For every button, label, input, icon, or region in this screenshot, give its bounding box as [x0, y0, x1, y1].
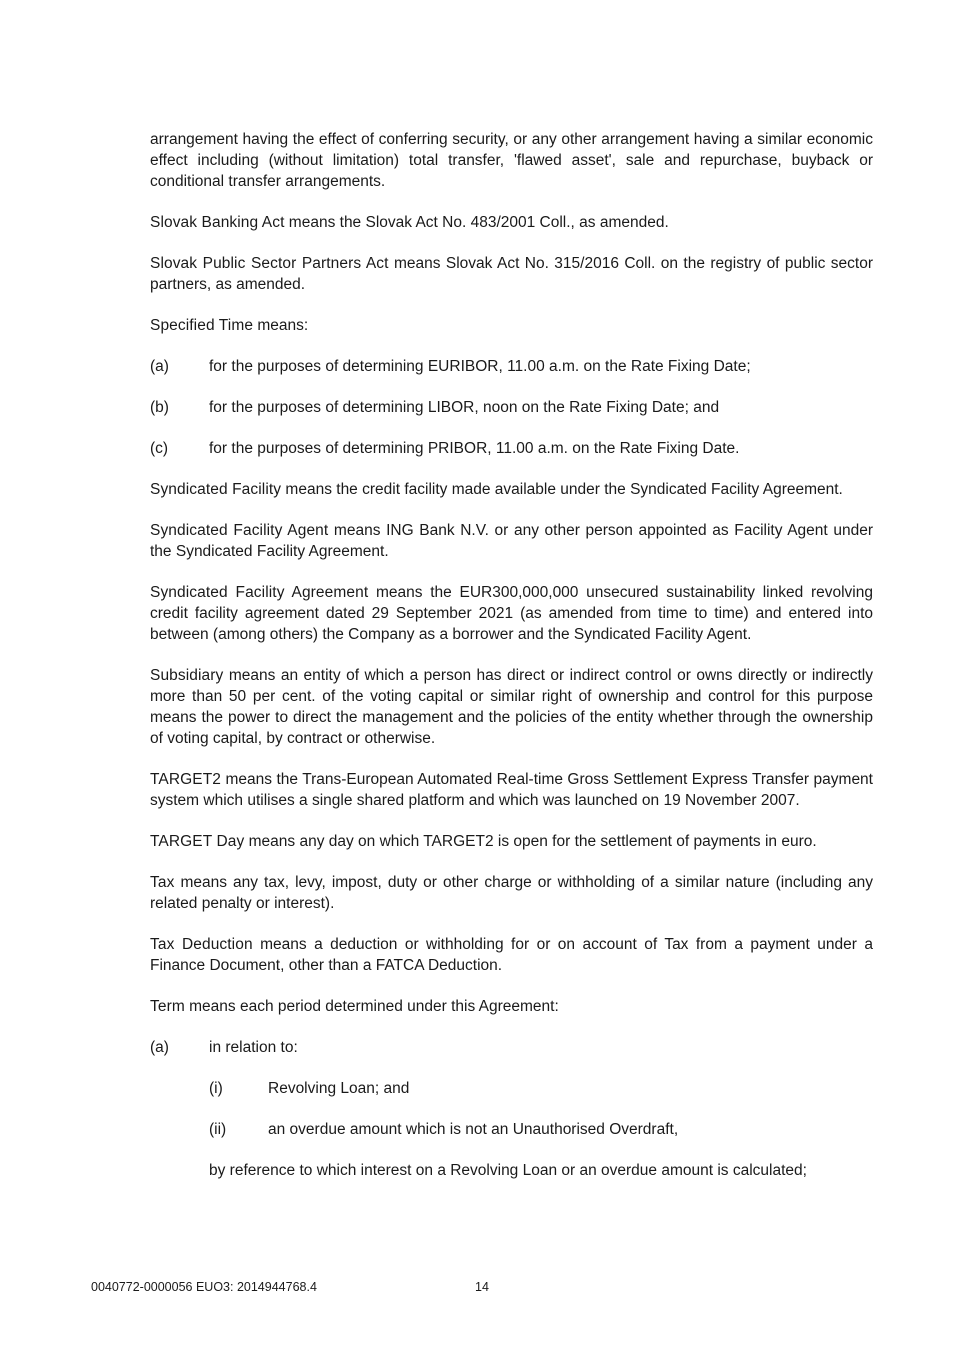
definition-text: means any day on which TARGET2 is open for the settlement of payments in euro. — [244, 833, 817, 850]
definition-text: means the credit facility made available under the Syndicated Facility Agreement. — [281, 481, 843, 498]
list-label: (ii) — [209, 1121, 227, 1138]
list-item — [150, 1037, 873, 1058]
definition-text: means a deduction or withholding for or on account of Tax from a payment under a Finance Document, other than a FATCA Deduction. — [150, 936, 873, 974]
defined-term: Syndicated Facility Agreement — [150, 584, 369, 601]
defined-term: TARGET2 — [150, 771, 222, 788]
defined-term: Term — [150, 998, 185, 1015]
list-text: for the purposes of determining PRIBOR, 11.00 a.m. on the Rate Fixing Date. — [209, 440, 740, 457]
definition-slovak-banking-act — [150, 212, 873, 233]
closing-paragraph: by reference to which interest on a Revolving Loan or an overdue amount is calculated; — [209, 1162, 807, 1179]
list-text: in relation to: — [209, 1039, 298, 1056]
list-label: (i) — [209, 1080, 223, 1097]
defined-term: Syndicated Facility — [150, 481, 282, 498]
defined-term: Slovak Banking Act — [150, 214, 285, 231]
defined-term: Slovak Public Sector Partners Act — [150, 255, 389, 272]
definition-text: means: — [253, 317, 309, 334]
definition-syndicated-facility — [150, 479, 873, 500]
definition-text: means each period determined under this Agreement: — [184, 998, 559, 1015]
definition-subsidiary — [150, 665, 873, 749]
defined-term: Specified Time — [150, 317, 254, 334]
list-text: for the purposes of determining LIBOR, noon on the Rate Fixing Date; and — [209, 399, 720, 416]
definition-tax — [150, 872, 873, 914]
list-text: an overdue amount which is not an Unauthorised Overdraft, — [268, 1121, 679, 1138]
list-label: (b) — [150, 399, 169, 416]
definition-target-day — [150, 831, 873, 852]
definition-text: means Slovak Act No. 315/2016 Coll. on the registry of public sector partners, as amended. — [150, 255, 874, 293]
definition-tax-deduction — [150, 934, 873, 976]
list-item — [150, 356, 873, 377]
list-label: (c) — [150, 440, 169, 457]
document-body — [150, 129, 873, 1201]
list-label: (a) — [150, 358, 169, 375]
list-item — [150, 438, 873, 459]
definition-text: means any tax, levy, impost, duty or other charge or withholding of a similar nature (including any related penalty or interest). — [150, 874, 873, 912]
definition-text: means ING Bank N.V. or any other person appointed as Facility Agent under the Syndicated Facility Agreement. — [150, 522, 873, 560]
sub-list-item — [209, 1078, 873, 1099]
defined-term: Tax Deduction — [150, 936, 253, 953]
definition-term — [150, 996, 873, 1017]
list-text: for the purposes of determining EURIBOR, 11.00 a.m. on the Rate Fixing Date; — [209, 358, 751, 375]
intro-paragraph: arrangement having the effect of conferring security, or any other arrangement having a similar economic effect including (without limitation) total transfer, 'flawed asset', sale and repurchase, buyback or conditional transfer arrangements. — [150, 131, 873, 190]
definition-text: means the Slovak Act No. 483/2001 Coll., as amended. — [284, 214, 669, 231]
definition-specified-time — [150, 315, 873, 336]
list-label: (a) — [150, 1039, 169, 1056]
definition-syndicated-facility-agreement — [150, 582, 873, 645]
definition-text: means the EUR300,000,000 unsecured sustainability linked revolving credit facility agreement dated 29 September 2021 (as amended from time to time) and entered into between (among others) the Company as a borrower and the Syndicated Facility Agent. — [150, 584, 873, 643]
definition-target2 — [150, 769, 873, 811]
list-item — [150, 397, 873, 418]
list-text: Revolving Loan; and — [268, 1080, 410, 1097]
definition-syndicated-facility-agent — [150, 520, 873, 562]
definition-text: means an entity of which a person has direct or indirect control or owns directly or indirectly more than 50 per cent. of the voting capital or similar right of ownership and control for this purpose means the power to direct the management and the policies of the entity whether through the ownership of voting capital, by contract or otherwise. — [150, 667, 873, 747]
defined-term: Subsidiary — [150, 667, 224, 684]
definition-slovak-public-sector-partners-act — [150, 253, 873, 295]
definition-text: means the Trans-European Automated Real-time Gross Settlement Express Transfer payment system which utilises a single shared platform and which was launched on 19 November 2007. — [150, 771, 873, 809]
footer-document-reference: 0040772-0000056 EUO3: 2014944768.4 — [91, 1280, 317, 1294]
defined-term: Syndicated Facility Agent — [150, 522, 329, 539]
defined-term: Tax — [150, 874, 175, 891]
sub-list-item — [209, 1119, 873, 1140]
page-number: 14 — [475, 1280, 489, 1294]
defined-term: TARGET Day — [150, 833, 245, 850]
